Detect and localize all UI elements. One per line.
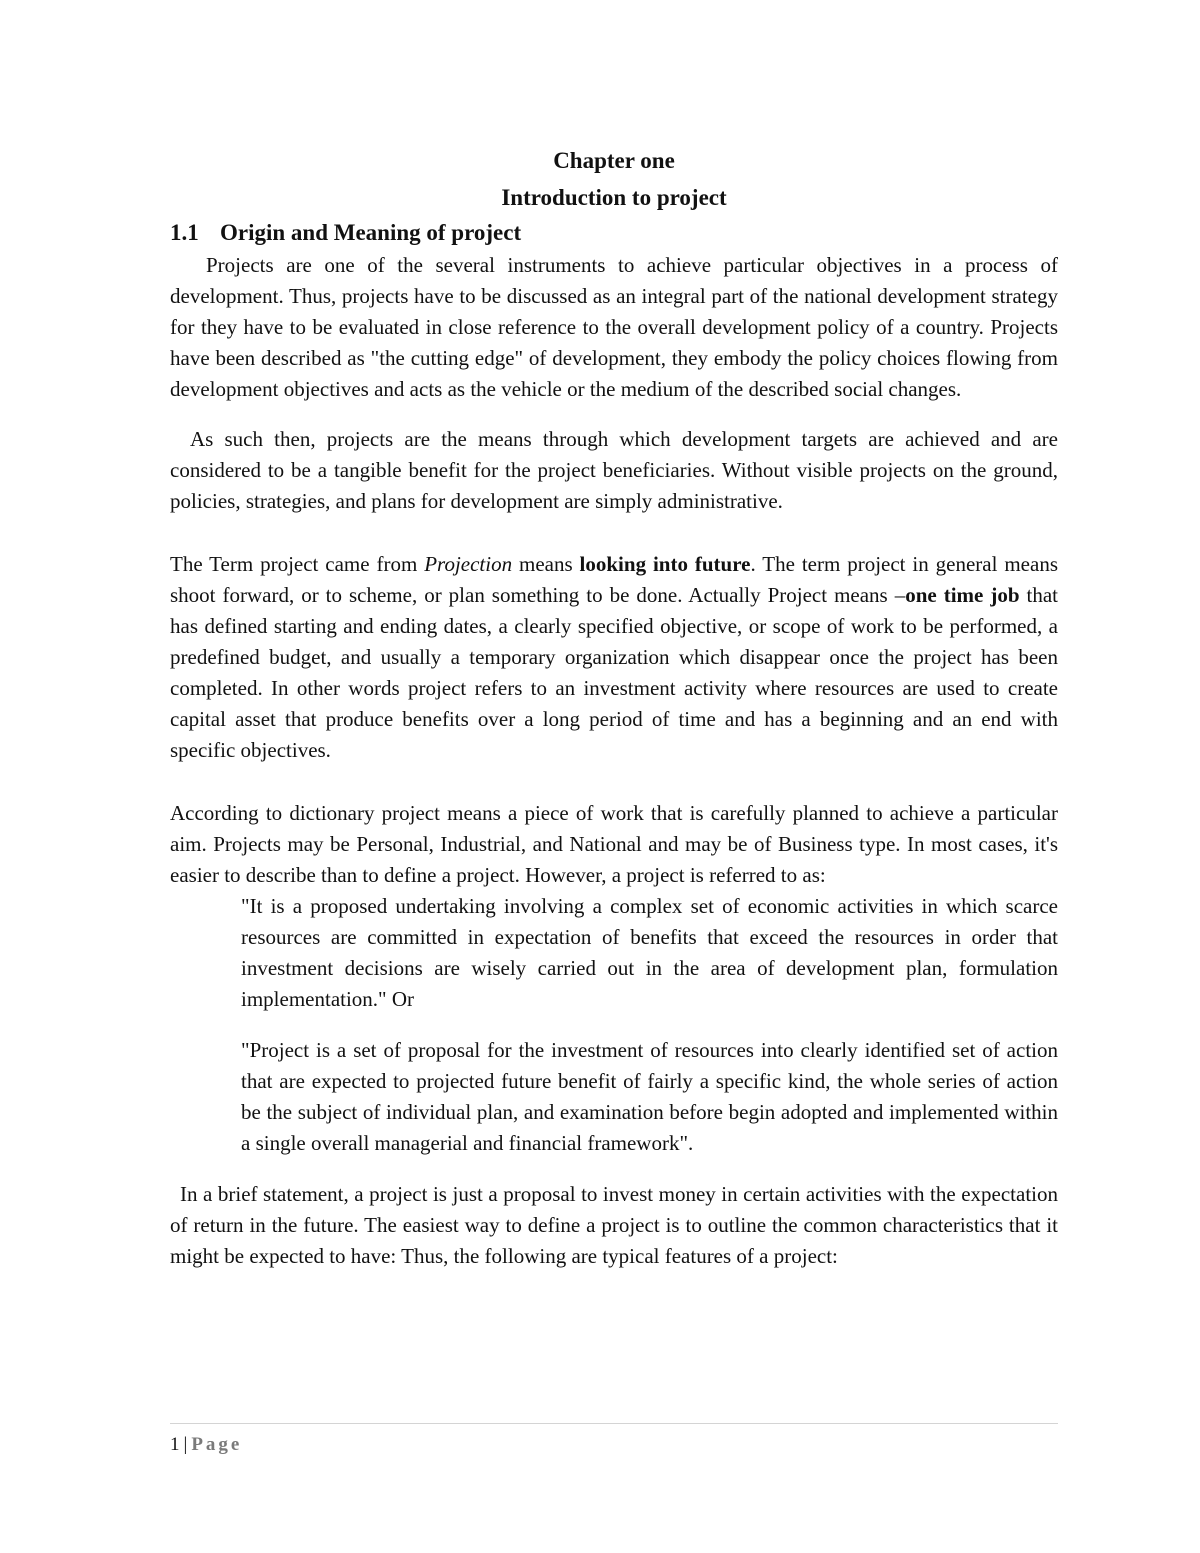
paragraph-brief-statement: In a brief statement, a project is just a proposal to invest money in certain activities with the expectation of return in the future. The easiest way to define a project is to outline the common characteristics that it might be expected to have: Thus, the following are typical features of a project: <box>170 1182 1058 1268</box>
term-text-2: means <box>512 552 580 576</box>
page-footer <box>170 1431 242 1459</box>
subsection-title: Origin and Meaning of project <box>220 220 522 245</box>
footer-divider <box>170 1423 1058 1424</box>
quote-definition-2: "Project is a set of proposal for the investment of resources into clearly identified set of action that are expected to projected future benefit of fairly a specific kind, the whole series of action be the subject of individual plan, and examination before begin adopted and implemented within a single overall managerial and financial framework". <box>241 1038 1058 1155</box>
page-content <box>170 142 1058 1272</box>
footer-separator: | <box>183 1434 188 1455</box>
paragraph-dictionary: According to dictionary project means a piece of work that is carefully planned to achieve a particular aim. Projects may be Personal, Industrial, and National and may be of Business type. In most cases, it's easier to describe than to define a project. However, a project is referred to as: <box>170 801 1058 887</box>
paragraph-means: As such then, projects are the means through which development targets are achieved and are considered to be a tangible benefit for the project beneficiaries. Without visible projects on the ground, policies, strategies, and plans for development are simply administrative. <box>170 427 1058 513</box>
term-bold-one-time-job: one time job <box>905 583 1020 607</box>
term-italic-projection: Projection <box>424 552 513 576</box>
term-bold-future: looking into future <box>579 552 751 576</box>
term-text-3: . The term project in general means shoot forward, or to scheme, or plan something to be done. Actually Project means – <box>170 552 1058 607</box>
page-number: 1 <box>170 1434 180 1455</box>
subsection-heading <box>170 216 1058 250</box>
quote-definition-1: "It is a proposed undertaking involving a complex set of economic activities in which scarce resources are committed in expectation of benefits that exceed the resources in order that investment decisions are wisely carried out in the area of development plan, formulation implementation." Or <box>241 894 1058 1011</box>
chapter-title: Chapter one <box>553 148 675 173</box>
term-text-1: The Term project came from <box>170 552 425 576</box>
paragraph-origin: Projects are one of the several instruments to achieve particular objectives in a process of development. Thus, projects have to be discussed as an integral part of the national development strategy for they have to be evaluated in close reference to the overall development policy of a country. Projects have been described as "the cutting edge" of development, they embody the policy choices flowing from development objectives and acts as the vehicle or the medium of the described social changes. <box>170 253 1058 401</box>
term-text-4: that has defined starting and ending dates, a clearly specified objective, or scope of work to be performed, a predefined budget, and usually a temporary organization which disappear once the project has been completed. In other words project refers to an investment activity where resources are used to create capital asset that produce benefits over a long period of time and has a beginning and an end with specific objectives. <box>170 583 1058 762</box>
section-heading: Introduction to project <box>501 185 727 210</box>
paragraph-term-project <box>170 549 1058 766</box>
page-label: Page <box>191 1434 243 1455</box>
subsection-number: 1.1 <box>170 220 199 245</box>
